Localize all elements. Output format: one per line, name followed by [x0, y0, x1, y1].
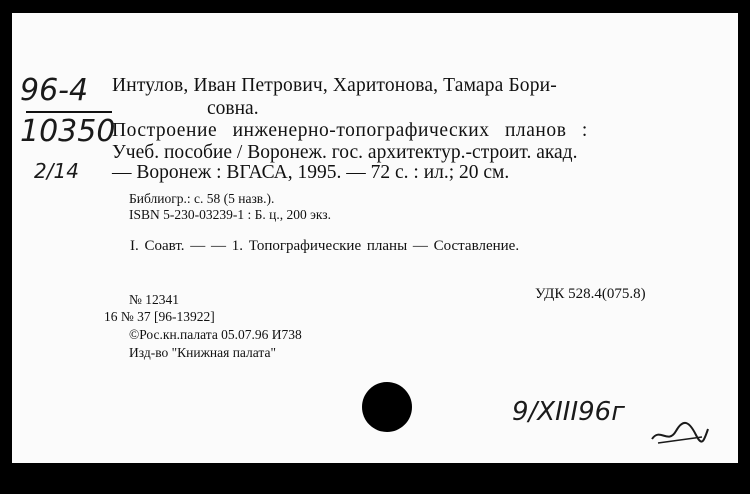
call-number-note: 2/14	[34, 159, 79, 183]
title-line-1: Построение инженерно-топографических планов :	[112, 120, 588, 141]
handwritten-scribble-icon	[650, 419, 710, 447]
book-chamber-stamp: ©Рос.кн.палата 05.07.96 И738	[129, 327, 302, 342]
isbn-line: ISBN 5-230-03239-1 : Б. ц., 200 экз.	[129, 207, 331, 222]
handwritten-date: 9/XIII96г	[512, 397, 625, 427]
title-line-3: — Воронеж : ВГАСА, 1995. — 72 с. : ил.; 20 см.	[112, 162, 510, 183]
publisher-line: Изд-во "Книжная палата"	[129, 345, 276, 360]
catalog-card	[12, 13, 738, 463]
record-number: № 12341	[129, 292, 180, 307]
punched-hole	[362, 382, 412, 432]
card-number: 16 № 37 [96-13922]	[104, 309, 215, 324]
udk-code: УДК 528.4(075.8)	[535, 286, 646, 302]
title-line-2: Учеб. пособие / Воронеж. гос. архитектур.-строит. акад.	[112, 142, 578, 163]
call-number-top: 96-4	[20, 73, 89, 108]
authors-line-2: совна.	[207, 98, 259, 119]
subjects-line: I. Соавт. — — 1. Топографические планы — Составление.	[130, 238, 520, 254]
bibliography-note: Библиогр.: с. 58 (5 назв.).	[129, 191, 275, 206]
authors-line-1: Интулов, Иван Петрович, Харитонова, Тамара Бори-	[112, 75, 557, 96]
call-number-bottom: 10350	[20, 114, 116, 149]
call-number-divider	[26, 111, 112, 113]
